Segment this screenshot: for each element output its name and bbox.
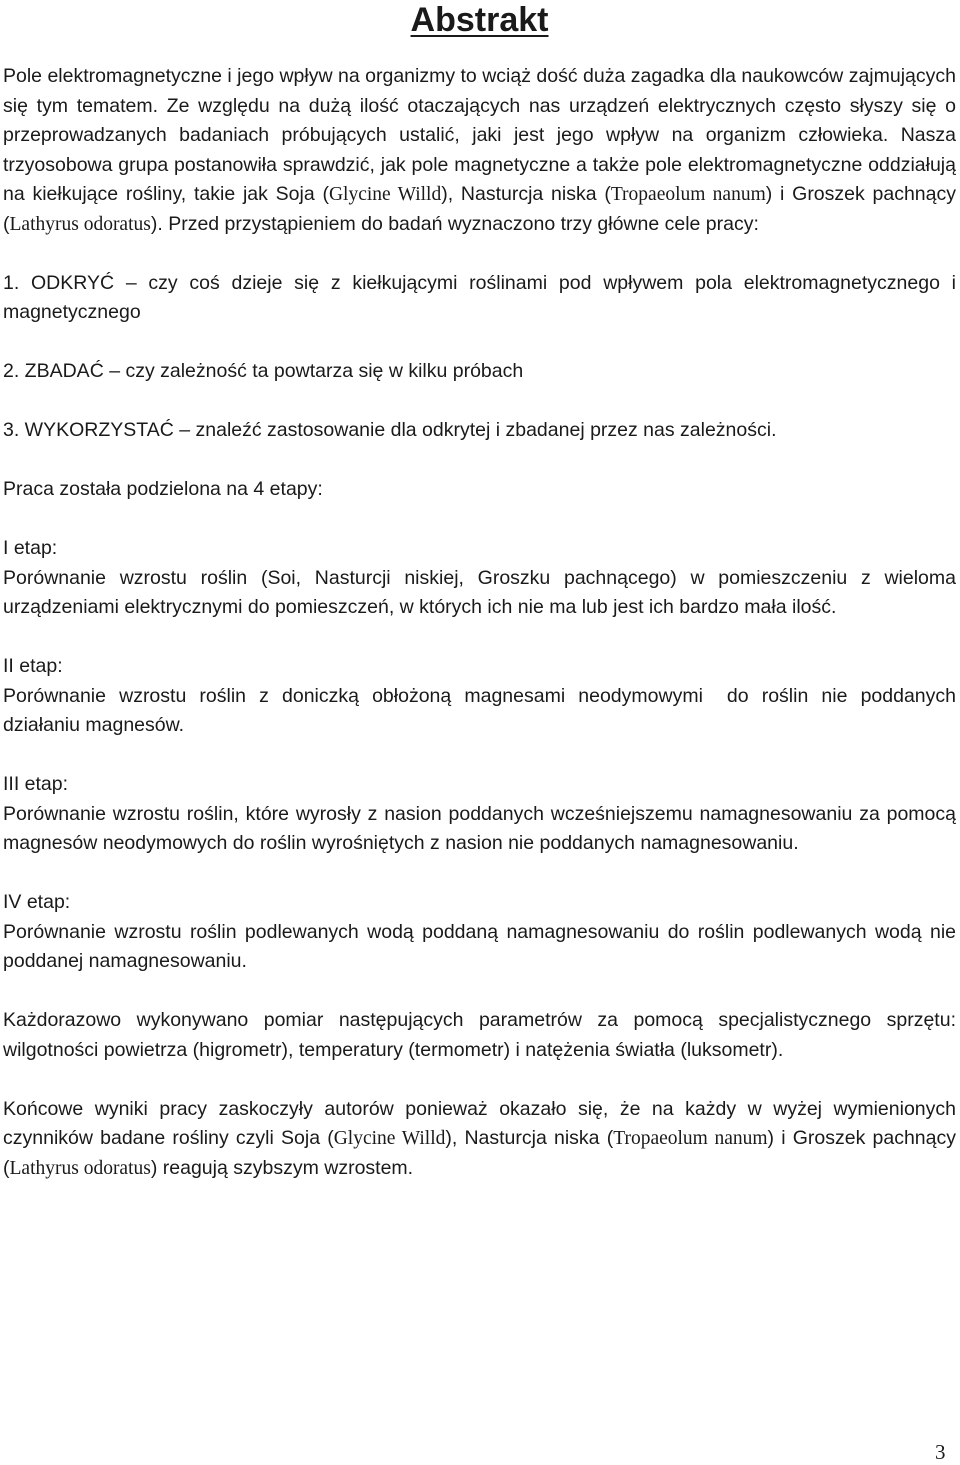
species-lathyrus: Lathyrus odoratus	[9, 213, 151, 235]
stage-3-label: III etap:	[3, 773, 69, 795]
title-text: Abstrakt	[410, 1, 549, 39]
stage-3-text: Porównanie wzrostu roślin, które wyrosły z nasion poddanych wcześniejszemu namagnesowaniu za pomocą magnesów neodymowych do roślin wyrośniętych z nasion nie poddanych namagnesowaniu.	[3, 802, 956, 854]
stage-2-text-a: Porównanie wzrostu roślin z doniczką obłożoną magnesami neodymowymi	[3, 684, 703, 707]
conclusion-paragraph	[3, 1095, 956, 1184]
stage-2-text-b: do roślin nie poddanych działaniu magnesów.	[3, 684, 956, 736]
intro-text-3: ) i Groszek pachnący (	[3, 183, 957, 235]
conclusion-text-4: ) reagują szybszym wzrostem.	[150, 1156, 414, 1179]
conclusion-species-tropaeolum: Tropaeolum nanum	[613, 1128, 768, 1149]
stage-1-text: Porównanie wzrostu roślin (Soi, Nasturcji niskiej, Groszku pachnącego) w pomieszczeniu z wieloma urządzeniami elektrycznymi do pomieszczeń, w których ich nie ma lub jest ich bardzo mała ilość.	[3, 566, 956, 618]
conclusion-text-2: ), Nasturcja niska (	[445, 1127, 614, 1149]
intro-text-2: ), Nasturcja niska (	[441, 183, 611, 205]
conclusion-text-3: ) i Groszek pachnący (	[3, 1127, 956, 1179]
conclusion-species-lathyrus: Lathyrus odoratus	[9, 1157, 151, 1179]
measurements-paragraph: Każdorazowo wykonywano pomiar następujących parametrów za pomocą specjalistycznego sprzętu: wilgotności powietrza (higrometr), temperatury (termometr) i natężenia światła (luksometr).	[3, 1009, 956, 1061]
stage-2-label: II etap:	[3, 655, 63, 677]
stage-4-text: Porównanie wzrostu roślin podlewanych wodą poddaną namagnesowaniu do roślin podlewanych wodą nie poddanej namagnesowaniu.	[3, 920, 956, 972]
page-number: 3	[935, 1440, 946, 1464]
page-title	[3, 0, 956, 40]
stages-intro: Praca została podzielona na 4 etapy:	[3, 478, 323, 500]
goal-2: 2. ZBADAĆ – czy zależność ta powtarza się w kilku próbach	[3, 360, 524, 382]
stage-4-label: IV etap:	[3, 891, 71, 913]
intro-text-1: Pole elektromagnetyczne i jego wpływ na organizmy to wciąż dość duża zagadka dla naukowców zajmujących się tym tematem. Ze względu na dużą ilość otaczających nas urządzeń elektrycznych często słyszy się o przeprowadzanych badaniach próbujących ustalić, jaki jest jego wpływ na organizm człowieka. Nasza trzyosobowa grupa postanowiła sprawdzić, jak pole magnetyczne a także pole elektromagnetyczne oddziałują na kiełkujące rośliny, takie jak Soja (	[3, 65, 956, 205]
stage-2-text	[3, 682, 956, 741]
species-tropaeolum: Tropaeolum nanum	[610, 184, 766, 205]
document-page	[3, 0, 956, 1183]
intro-paragraph	[3, 62, 956, 239]
species-glycine: Glycine Willd	[328, 184, 442, 205]
stage-1-label: I etap:	[3, 537, 58, 559]
goal-3: 3. WYKORZYSTAĆ – znaleźć zastosowanie dla odkrytej i zbadanej przez nas zależności.	[3, 419, 777, 441]
intro-text-4: ). Przed przystąpieniem do badań wyznaczono trzy główne cele pracy:	[150, 212, 759, 235]
conclusion-species-glycine: Glycine Willd	[333, 1128, 446, 1149]
goal-1: 1. ODKRYĆ – czy coś dzieje się z kiełkującymi roślinami pod wpływem pola elektromagnetycznego i magnetycznego	[3, 271, 956, 323]
conclusion-text-1: Końcowe wyniki pracy zaskoczyły autorów ponieważ okazało się, że na każdy w wyżej wymienionych czynników badane rośliny czyli Soja (	[3, 1097, 956, 1149]
